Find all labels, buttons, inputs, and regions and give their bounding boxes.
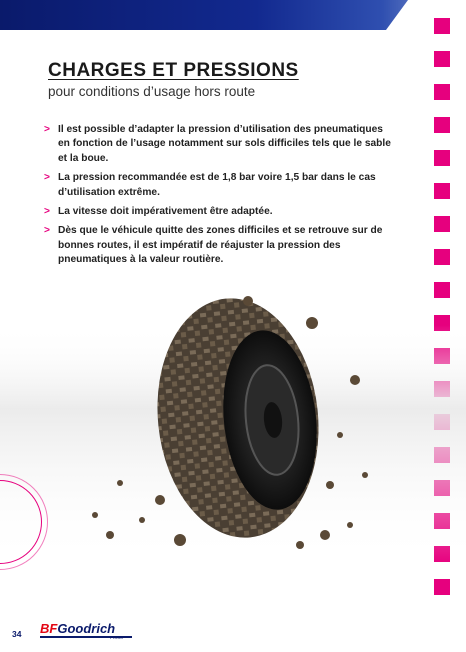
bullet-item — [44, 224, 394, 267]
bfgoodrich-logo — [40, 620, 115, 642]
chevron-right-icon: > — [44, 206, 50, 218]
bullet-item — [44, 171, 394, 200]
chevron-right-icon: > — [44, 172, 50, 184]
page-number: 34 — [12, 629, 22, 639]
accent-square — [434, 216, 450, 232]
logo-goodrich: Goodrich — [57, 621, 116, 636]
page-title: CHARGES ET PRESSIONS — [48, 60, 299, 81]
accent-square — [434, 84, 450, 100]
logo-bf: BF — [40, 621, 58, 636]
top-banner — [0, 0, 466, 30]
bullet-text: Il est possible d’adapter la pression d’utilisation des pneumatiques en fonction de l’usage notamment sur sols difficiles tels que le sable et la boue. — [58, 124, 391, 164]
bullet-list — [44, 123, 394, 273]
bullet-text: Dès que le véhicule quitte des zones difficiles et se retrouve sur de bonnes routes, il est impératif de réajuster la pression des pneumatiques à la valeur routière. — [58, 225, 383, 266]
accent-square — [434, 18, 450, 34]
bullet-item — [44, 123, 394, 166]
chevron-right-icon: > — [44, 124, 50, 135]
page-subtitle: pour conditions d’usage hors route — [48, 84, 256, 99]
bullet-text: La pression recommandée est de 1,8 bar voire 1,5 bar dans le cas d’utilisation extrême. — [58, 172, 376, 198]
accent-square — [434, 117, 450, 133]
accent-square — [434, 249, 450, 265]
logo-underline — [40, 636, 132, 638]
accent-square — [434, 183, 450, 199]
bullet-text: La vitesse doit impérativement être adaptée. — [58, 206, 273, 218]
accent-square — [434, 150, 450, 166]
off-road-tire-illustration — [0, 285, 466, 605]
chevron-right-icon: > — [44, 225, 50, 237]
bullet-item — [44, 205, 394, 219]
accent-square — [434, 51, 450, 67]
